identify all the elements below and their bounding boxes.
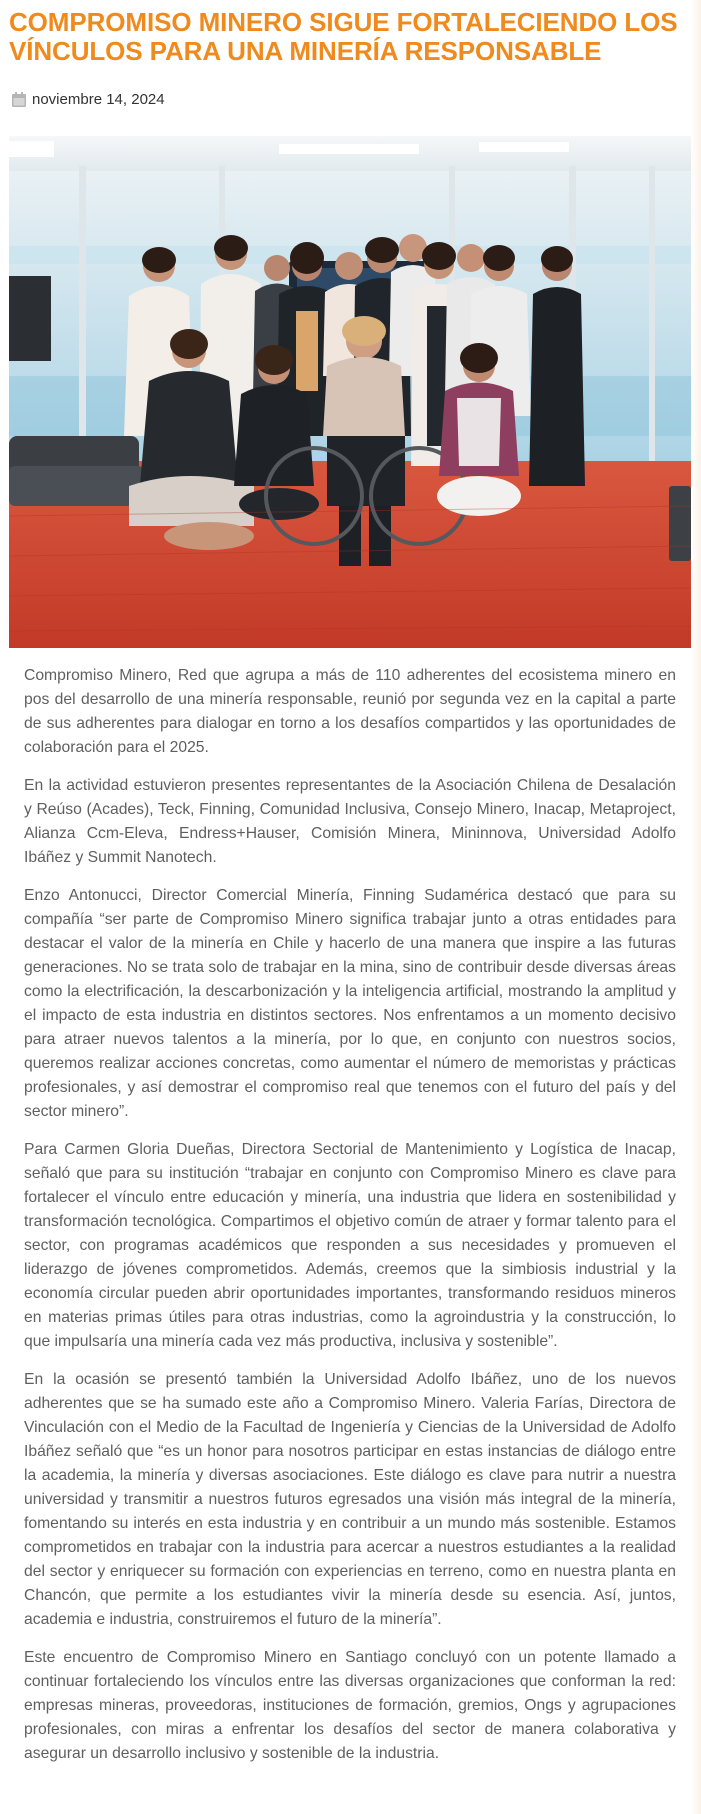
article-paragraph: En la actividad estuvieron presentes representantes de la Asociación Chilena de Desalación y Reúso (Acades), Teck, Finning, Comunidad Inclusiva, Consejo Minero, Inacap, Metaproject, Alianza Ccm-Eleva, Endress+Hauser, Comisión Minera, Mininnova, Universidad Adolfo Ibáñez y Summit Nanotech. [24,777,676,866]
post-meta [12,89,165,109]
article-paragraph: Compromiso Minero, Red que agrupa a más de 110 adherentes del ecosistema minero en pos del desarrollo de una minería responsable, reunió por segunda vez en la capital a parte de sus adherentes para dialogar en torno a los desafíos compartidos y las oportunidades de colaboración para el 2025. [24,667,676,756]
article-paragraph: En la ocasión se presentó también la Universidad Adolfo Ibáñez, uno de los nuevos adherentes que se ha sumado este año a Compromiso Minero. Valeria Farías, Directora de Vinculación con el Medio de la Facultad de Ingeniería y Ciencias de la Universidad de Adolfo Ibáñez señaló que “es un honor para nosotros participar en estas instancias de diálogo entre la academia, la minería y diversas asociaciones. Este diálogo es clave para nutrir a nuestra universidad y transmitir a nuestros futuros egresados una visión más integral de la minería, fomentando su interés en esta industria y en contribuir a un mundo más sostenible. Estamos comprometidos en trabajar con la industria para acercar a nuestros estudiantes a la realidad del sector y enriquecer su formación con experiencias en terreno, como en nuestra planta en Chancón, que permite a los estudiantes vivir la minería desde su esencia. Así, juntos, academia e industria, construiremos el futuro de la minería”. [24,1371,676,1628]
post-date: noviembre 14, 2024 [32,90,165,108]
article-title: COMPROMISO MINERO SIGUE FORTALECIENDO LOS VÍNCULOS PARA UNA MINERÍA RESPONSABLE [9,7,678,66]
article-paragraph: Enzo Antonucci, Director Comercial Minería, Finning Sudamérica destacó que para su compañía “ser parte de Compromiso Minero significa trabajar junto a otras entidades para destacar el valor de la minería en Chile y hacerlo de una manera que inspire a las futuras generaciones. No se trata solo de trabajar en la mina, sino de contribuir desde diversas áreas como la electrificación, la descarbonización y la inteligencia artificial, mostrando la amplitud y el impacto de esta industria en distintos sectores. Nos enfrentamos a un momento decisivo para atraer nuevos talentos a la minería, por lo que, en conjunto con nuestros socios, queremos realizar acciones concretas, como aumentar el número de memoristas y prácticas profesionales, y así demostrar el compromiso real que tenemos con el futuro del país y del sector minero”. [24,887,676,1120]
article-paragraph: Para Carmen Gloria Dueñas, Directora Sectorial de Mantenimiento y Logística de Inacap, señaló que para su institución “trabajar en conjunto con Compromiso Minero es clave para fortalecer el vínculo entre educación y minería, una industria que lidera en sostenibilidad y transformación tecnológica. Compartimos el objetivo común de atraer y formar talento para el sector, con programas académicos que responden a sus necesidades y promueven el liderazgo de jóvenes comprometidos. Además, creemos que la simbiosis industrial y la economía circular pueden abrir oportunidades importantes, transformando residuos mineros en materias primas útiles para otras industrias, como la agroindustria y la construcción, lo que impulsaría una minería cada vez más productiva, inclusiva y sostenible”. [24,1141,676,1350]
article-paragraph: Este encuentro de Compromiso Minero en Santiago concluyó con un potente llamado a continuar fortaleciendo los vínculos entre las diversas organizaciones que conforman la red: empresas mineras, proveedoras, instituciones de formación, gremios, Ongs y agrupaciones profesionales, con miras a enfrentar los desafíos del sector de manera colaborativa y asegurar un desarrollo inclusivo y sostenible de la industria. [24,1649,676,1762]
group-photo [9,136,691,648]
calendar-icon [12,92,26,107]
article-body [24,664,676,1780]
page-edge-shade [691,0,701,1814]
